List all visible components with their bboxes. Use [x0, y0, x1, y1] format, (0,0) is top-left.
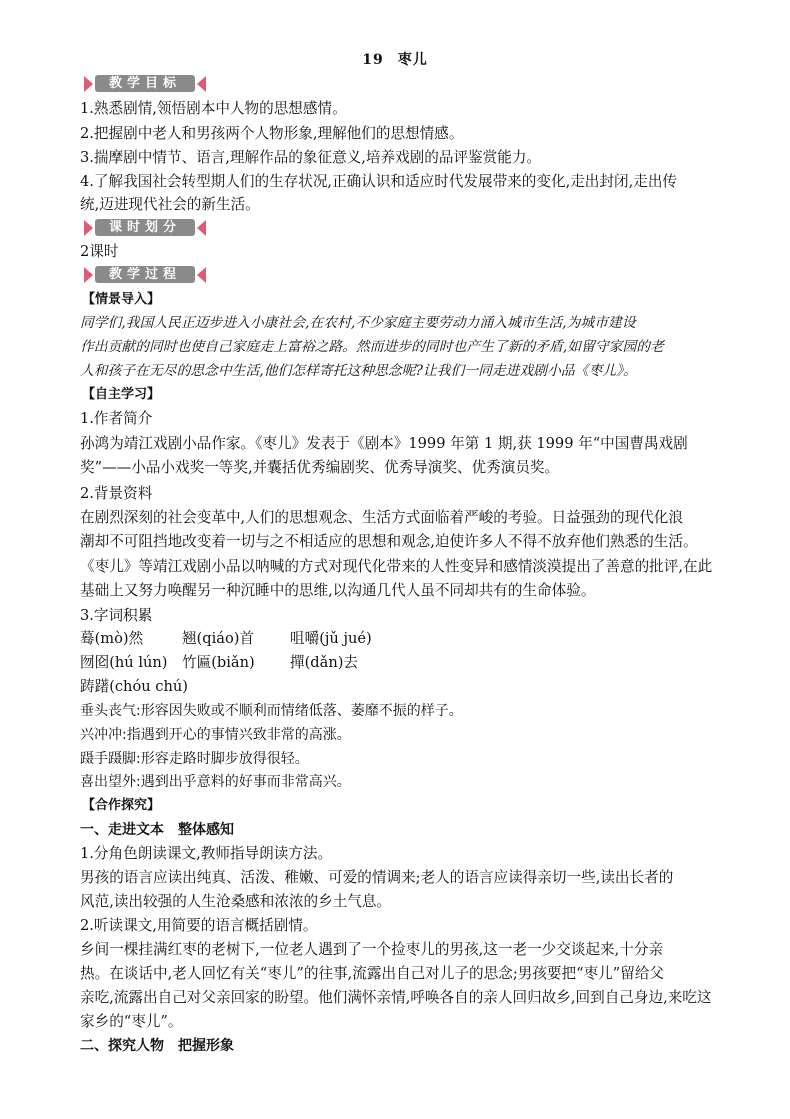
cooperation-heading [82, 795, 742, 816]
section-badge-goals [84, 75, 206, 92]
goal-4: 4.了解我国社会转型期人们的生存状况,正确认识和适应时代发展带来的变化,走出封闭,走出传 [80, 173, 678, 190]
item1-line-2: 风范,读出较强的人生沧桑感和浓浓的乡土气息。 [80, 893, 392, 910]
cooperation-heading-text: 【合作探究】 [82, 798, 161, 813]
item2-line-4: 家乡的“枣儿”。 [80, 1013, 183, 1030]
vocab-item: 撣(dǎn)去 [290, 654, 359, 671]
vocab-row-2 [80, 653, 740, 673]
lesson-title [0, 49, 790, 69]
item2-line-1: 乡间一棵挂满红枣的老树下,一位老人遇到了一个捡枣儿的男孩,这一老一少交谈起来,十分亲 [80, 941, 664, 958]
goal-2: 2.把握剧中老人和男孩两个人物形象,理解他们的思想情感。 [80, 125, 464, 142]
section-badge-hours [84, 219, 206, 236]
arrow-right-icon [84, 267, 93, 283]
item1-title: 1.分角色朗读课文,教师指导朗读方法。 [80, 845, 333, 862]
goal-1: 1.熟悉剧情,领悟剧本中人物的思想感情。 [80, 100, 347, 117]
item2-line-3: 亲吃,流露出自己对父亲回家的盼望。他们满怀亲情,呼唤各自的亲人回归故乡,回到自己身边,来吃这 [80, 989, 712, 1006]
vocab-item: 咀嚼(jǔ jué) [290, 630, 372, 647]
background-line-1: 在剧烈深刻的社会变革中,人们的思想观念、生活方式面临着严峻的考验。日益强劲的现代化浪 [80, 509, 683, 526]
vocab-item: 囫囵(hú lún) [80, 654, 168, 671]
arrow-left-icon [197, 220, 206, 236]
section-badge-process [84, 266, 206, 283]
idiom-1: 垂头丧气:形容因失败或不顺利而情绪低落、萎靡不振的样子。 [80, 703, 463, 719]
vocab-item: 竹匾(biǎn) [182, 654, 255, 671]
goal-4-cont: 统,迈进现代社会的新生活。 [80, 196, 260, 213]
vocab-item: 蓦(mò)然 [80, 630, 144, 647]
vocab-item: 翘(qiáo)首 [182, 630, 255, 647]
section-label-process: 教学过程 [95, 266, 195, 283]
vocab-row-1 [80, 629, 740, 649]
self-study-heading-text: 【自主学习】 [82, 387, 161, 402]
arrow-right-icon [84, 76, 93, 92]
background-line-3: 《枣儿》等靖江戏剧小品以呐喊的方式对现代化带来的人性变异和感情淡漠提出了善意的批评,在此 [80, 558, 713, 575]
vocab-title: 3.字词积累 [80, 607, 153, 624]
background-line-4: 基础上又努力唤醒另一种沉睡中的思维,以沟通几代人虽不同却共有的生命体验。 [80, 582, 596, 599]
section-label-goals: 教学目标 [95, 75, 195, 92]
goal-3: 3.揣摩剧中情节、语言,理解作品的象征意义,培养戏剧的品评鉴赏能力。 [80, 149, 542, 166]
section-label-hours: 课时划分 [95, 219, 195, 236]
idiom-4: 喜出望外:遇到出乎意料的好事而非常高兴。 [80, 774, 351, 790]
arrow-left-icon [197, 76, 206, 92]
idiom-2: 兴冲冲:指遇到开心的事情兴致非常的高涨。 [80, 727, 351, 743]
intro-line-3: 人和孩子在无尽的思念中生活,他们怎样寄托这种思念呢?让我们一同走进戏剧小品《枣儿》。 [80, 363, 637, 379]
background-title: 2.背景资料 [80, 485, 153, 502]
idiom-3: 蹑手蹑脚:形容走路时脚步放得很轻。 [80, 751, 309, 767]
intro-heading-text: 【情景导入】 [82, 292, 161, 307]
lesson-number: 19 [362, 52, 384, 68]
background-line-2: 潮却不可阻挡地改变着一切与之不相适应的思想和观念,迫使许多人不得不放弃他们熟悉的生活。 [80, 533, 698, 550]
arrow-right-icon [84, 220, 93, 236]
intro-line-2: 作出贡献的同时也使自己家庭走上富裕之路。然而进步的同时也产生了新的矛盾,如留守家园的老 [80, 339, 664, 355]
self-study-heading [82, 384, 742, 405]
arrow-left-icon [197, 267, 206, 283]
author-line-1: 孙鸿为靖江戏剧小品作家。《枣儿》发表于《剧本》1999 年第 1 期,获 1999 年“中国曹禺戏剧 [80, 435, 688, 452]
vocab-row-3: 踌躇(chóu chú) [80, 678, 188, 695]
item1-line-1: 男孩的语言应读出纯真、活泼、稚嫩、可爱的情调来;老人的语言应读得亲切一些,读出长者的 [80, 869, 674, 886]
hours-text: 2课时 [80, 243, 119, 260]
author-title: 1.作者简介 [80, 410, 153, 427]
part1-title: 一、走进文本 整体感知 [80, 822, 234, 838]
item2-title: 2.听读课文,用简要的语言概括剧情。 [80, 917, 318, 934]
author-line-2: 奖”——小品小戏奖一等奖,并囊括优秀编剧奖、优秀导演奖、优秀演员奖。 [80, 459, 560, 476]
item2-line-2: 热。在谈话中,老人回忆有关“枣儿”的往事,流露出自己对儿子的思念;男孩要把“枣儿”留给父 [80, 965, 665, 982]
intro-heading [82, 289, 742, 310]
part2-title: 二、探究人物 把握形象 [80, 1038, 234, 1054]
intro-line-1: 同学们,我国人民正迈步进入小康社会,在农村,不少家庭主要劳动力涌入城市生活,为城市建设 [80, 315, 636, 331]
lesson-name: 枣儿 [397, 52, 428, 68]
